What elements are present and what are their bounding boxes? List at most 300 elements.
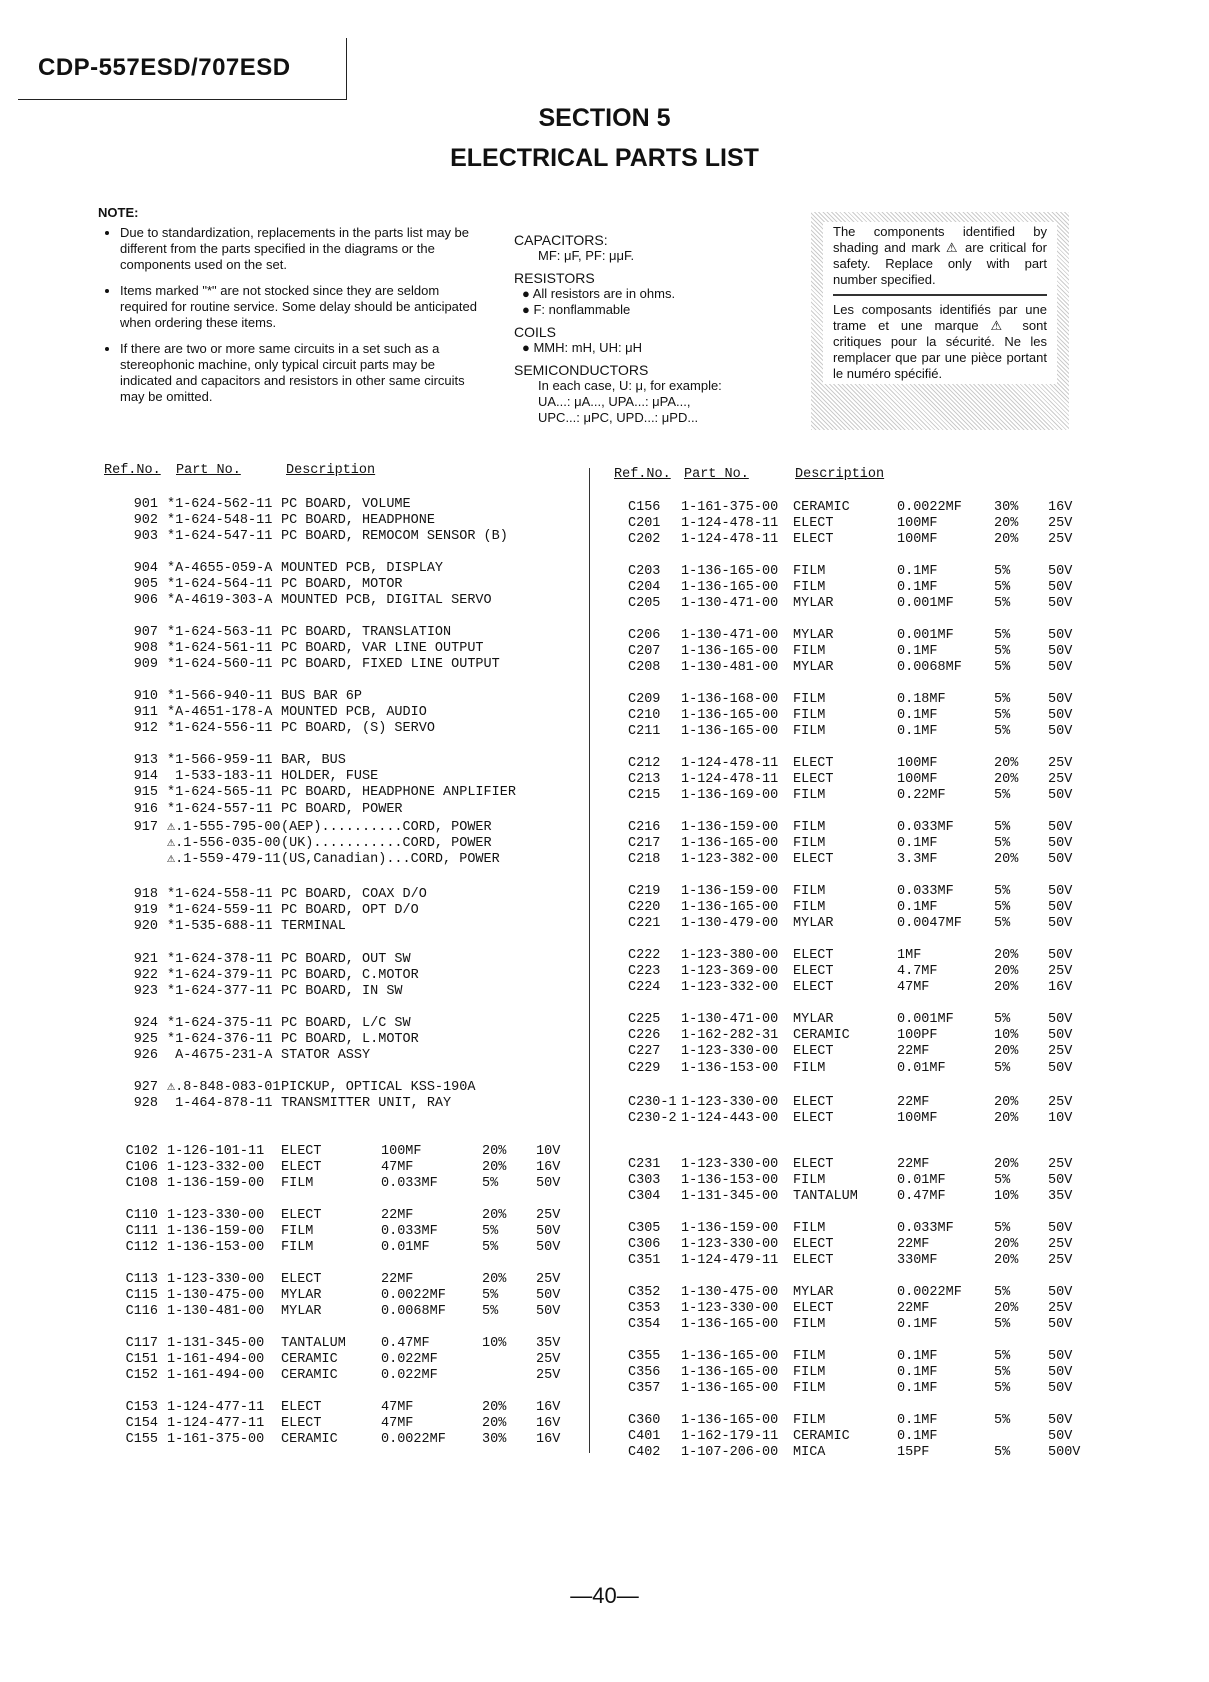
tolerance: 20% bbox=[994, 532, 1019, 548]
description: ELECT bbox=[281, 1208, 322, 1223]
ref-no: C152 bbox=[125, 1368, 158, 1384]
ref-no: C221 bbox=[628, 916, 661, 932]
tolerance: 5% bbox=[482, 1304, 499, 1320]
table-row bbox=[628, 1012, 1098, 1028]
part-no: 1-123-330-00 bbox=[167, 1208, 265, 1223]
table-row bbox=[628, 1253, 1098, 1269]
voltage: 35V bbox=[536, 1336, 561, 1351]
tolerance: 5% bbox=[994, 1060, 1011, 1076]
tolerance: 20% bbox=[482, 1400, 507, 1415]
right-col-part-header: Part No. bbox=[684, 467, 749, 482]
tolerance: 20% bbox=[994, 1044, 1019, 1060]
table-row bbox=[628, 900, 1098, 916]
part-no: *1-624-377-11 bbox=[167, 984, 273, 1000]
table-row bbox=[628, 628, 1098, 644]
description: MYLAR bbox=[793, 916, 834, 932]
ref-no: 913 bbox=[133, 753, 158, 768]
tolerance: 10% bbox=[994, 1189, 1019, 1205]
table-row bbox=[628, 692, 1098, 708]
ref-no: 928 bbox=[133, 1096, 158, 1112]
description: MOUNTED PCB, DIGITAL SERVO bbox=[281, 593, 492, 609]
part-no: 1-124-478-11 bbox=[681, 756, 779, 771]
part-no: ⚠.1-559-479-11 bbox=[167, 852, 281, 868]
table-row bbox=[116, 513, 586, 529]
parts-group bbox=[628, 756, 1098, 805]
voltage: 25V bbox=[1048, 1237, 1073, 1253]
part-no: 1-136-159-00 bbox=[681, 820, 779, 835]
ref-no: C215 bbox=[628, 788, 661, 804]
tolerance: 5% bbox=[994, 580, 1011, 596]
ref-no: 902 bbox=[133, 513, 158, 529]
table-row bbox=[116, 577, 586, 593]
value: 0.1MF bbox=[897, 580, 938, 596]
voltage: 50V bbox=[1048, 1317, 1073, 1333]
tolerance: 20% bbox=[994, 772, 1019, 788]
table-row bbox=[116, 984, 586, 1000]
ref-no: 924 bbox=[133, 1016, 158, 1031]
description: CERAMIC bbox=[793, 1028, 850, 1044]
parts-group bbox=[116, 1272, 586, 1321]
description: MYLAR bbox=[793, 628, 834, 643]
description: FILM bbox=[793, 724, 826, 740]
description: TERMINAL bbox=[281, 919, 346, 935]
table-row bbox=[116, 657, 586, 673]
description: ELECT bbox=[793, 964, 834, 980]
part-no: *1-624-547-11 bbox=[167, 529, 273, 545]
parts-group bbox=[628, 564, 1098, 613]
voltage: 500V bbox=[1048, 1445, 1081, 1461]
ref-no: C154 bbox=[125, 1416, 158, 1432]
part-no: 1-136-153-00 bbox=[681, 1173, 779, 1189]
ref-no: 912 bbox=[133, 721, 158, 737]
voltage: 25V bbox=[1048, 1095, 1073, 1110]
table-row bbox=[628, 596, 1098, 612]
table-row bbox=[628, 660, 1098, 676]
ref-no: C306 bbox=[628, 1237, 661, 1253]
table-row bbox=[116, 689, 586, 705]
tolerance: 20% bbox=[994, 1157, 1019, 1172]
voltage: 50V bbox=[1048, 708, 1073, 724]
parts-group bbox=[116, 1144, 586, 1193]
ref-no: C209 bbox=[628, 692, 661, 707]
voltage: 50V bbox=[1048, 564, 1073, 579]
voltage: 50V bbox=[1048, 836, 1073, 852]
part-no: 1-131-345-00 bbox=[167, 1336, 265, 1351]
voltage: 25V bbox=[1048, 772, 1073, 788]
part-no: 1-161-494-00 bbox=[167, 1368, 265, 1384]
description: MYLAR bbox=[793, 596, 834, 612]
tolerance: 5% bbox=[482, 1240, 499, 1256]
description: CERAMIC bbox=[793, 500, 850, 515]
tolerance: 5% bbox=[994, 644, 1011, 660]
header-rule-vertical bbox=[346, 38, 347, 100]
parts-group bbox=[628, 1221, 1098, 1270]
ref-no: C229 bbox=[628, 1060, 661, 1076]
table-row bbox=[116, 753, 586, 769]
ref-no: C220 bbox=[628, 900, 661, 916]
voltage: 25V bbox=[1048, 516, 1073, 532]
description: BUS BAR 6P bbox=[281, 689, 363, 704]
part-no: 1-136-153-00 bbox=[167, 1240, 265, 1256]
part-no: *1-624-563-11 bbox=[167, 625, 273, 640]
part-no: *1-624-376-11 bbox=[167, 1032, 273, 1048]
part-no: 1-107-206-00 bbox=[681, 1445, 779, 1461]
voltage: 50V bbox=[1048, 1028, 1073, 1044]
description: FILM bbox=[793, 580, 826, 596]
resistors-heading: RESISTORS bbox=[514, 270, 595, 286]
value: 22MF bbox=[897, 1157, 930, 1172]
voltage: 25V bbox=[536, 1352, 561, 1368]
part-no: 1-130-471-00 bbox=[681, 1012, 779, 1027]
table-row bbox=[116, 1048, 586, 1064]
voltage: 50V bbox=[1048, 1365, 1073, 1381]
part-no: ⚠.8-848-083-01 bbox=[167, 1080, 281, 1095]
ref-no: C212 bbox=[628, 756, 661, 771]
model-number: CDP-557ESD/707ESD bbox=[38, 54, 291, 81]
part-no: 1-136-165-00 bbox=[681, 564, 779, 579]
ref-no: C305 bbox=[628, 1221, 661, 1236]
part-no: 1-136-159-00 bbox=[167, 1224, 265, 1240]
ref-no: C352 bbox=[628, 1285, 661, 1300]
part-no: 1-136-153-00 bbox=[681, 1060, 779, 1076]
ref-no: 909 bbox=[133, 657, 158, 673]
value: 0.022MF bbox=[381, 1368, 438, 1384]
voltage: 25V bbox=[536, 1368, 561, 1384]
tolerance: 5% bbox=[994, 1173, 1011, 1189]
part-no: 1-123-369-00 bbox=[681, 964, 779, 980]
tolerance: 20% bbox=[994, 1111, 1019, 1127]
voltage: 25V bbox=[1048, 1044, 1073, 1060]
description: ELECT bbox=[281, 1160, 322, 1176]
description: FILM bbox=[793, 1221, 826, 1236]
description: FILM bbox=[793, 820, 826, 835]
value: 0.01MF bbox=[381, 1240, 430, 1256]
voltage: 50V bbox=[1048, 1381, 1073, 1397]
ref-no: C203 bbox=[628, 564, 661, 579]
description: ELECT bbox=[793, 772, 834, 788]
part-no: *1-535-688-11 bbox=[167, 919, 273, 935]
ref-no: 904 bbox=[133, 561, 158, 576]
ref-no: C357 bbox=[628, 1381, 661, 1397]
table-row bbox=[116, 1352, 586, 1368]
table-row bbox=[116, 1288, 586, 1304]
description: PC BOARD, TRANSLATION bbox=[281, 625, 452, 640]
tolerance: 5% bbox=[994, 1285, 1011, 1300]
tolerance: 20% bbox=[994, 1237, 1019, 1253]
part-no: 1-131-345-00 bbox=[681, 1189, 779, 1205]
table-row bbox=[116, 593, 586, 609]
table-row bbox=[116, 952, 586, 968]
description: MYLAR bbox=[793, 1285, 834, 1300]
part-no: 1-123-330-00 bbox=[681, 1044, 779, 1060]
table-row bbox=[628, 1157, 1098, 1173]
part-no: 1-130-471-00 bbox=[681, 628, 779, 643]
table-row bbox=[116, 1208, 586, 1224]
part-no: 1-136-165-00 bbox=[681, 1381, 779, 1397]
voltage: 50V bbox=[536, 1304, 561, 1320]
ref-no: 908 bbox=[133, 641, 158, 657]
part-no: *1-624-565-11 bbox=[167, 785, 273, 801]
ref-no: C304 bbox=[628, 1189, 661, 1205]
table-row bbox=[628, 1028, 1098, 1044]
part-no: 1-136-165-00 bbox=[681, 580, 779, 596]
ref-no: 926 bbox=[133, 1048, 158, 1064]
ref-no: C116 bbox=[125, 1304, 158, 1320]
voltage: 16V bbox=[1048, 980, 1073, 996]
table-row bbox=[628, 1173, 1098, 1189]
part-no: 1-124-477-11 bbox=[167, 1416, 265, 1432]
table-row bbox=[116, 887, 586, 903]
table-row bbox=[628, 852, 1098, 868]
ref-no: C110 bbox=[125, 1208, 158, 1223]
part-no: 1-126-101-11 bbox=[167, 1144, 265, 1159]
ref-no: C112 bbox=[125, 1240, 158, 1256]
voltage: 50V bbox=[1048, 724, 1073, 740]
parts-group bbox=[628, 948, 1098, 997]
ref-no: C217 bbox=[628, 836, 661, 852]
ref-no: C222 bbox=[628, 948, 661, 963]
table-row bbox=[628, 788, 1098, 804]
note-heading: NOTE: bbox=[98, 205, 139, 220]
ref-no: C205 bbox=[628, 596, 661, 612]
voltage: 16V bbox=[1048, 500, 1073, 515]
tolerance: 20% bbox=[994, 964, 1019, 980]
value: 0.0022MF bbox=[897, 500, 962, 515]
value: 0.1MF bbox=[897, 1413, 938, 1428]
ref-no: C218 bbox=[628, 852, 661, 868]
ref-no: 915 bbox=[133, 785, 158, 801]
voltage: 50V bbox=[1048, 884, 1073, 899]
description: FILM bbox=[793, 900, 826, 916]
value: 0.001MF bbox=[897, 596, 954, 612]
parts-group bbox=[628, 820, 1098, 869]
value: 22MF bbox=[897, 1301, 930, 1317]
voltage: 50V bbox=[1048, 916, 1073, 932]
parts-group bbox=[116, 625, 586, 674]
voltage: 50V bbox=[1048, 692, 1073, 707]
table-row bbox=[628, 644, 1098, 660]
ref-no: C226 bbox=[628, 1028, 661, 1044]
parts-group bbox=[116, 1208, 586, 1257]
part-no: *1-624-562-11 bbox=[167, 497, 273, 512]
value: 47MF bbox=[381, 1416, 414, 1432]
part-no: 1-136-169-00 bbox=[681, 788, 779, 804]
tolerance: 5% bbox=[482, 1288, 499, 1304]
description: FILM bbox=[793, 1173, 826, 1189]
tolerance: 20% bbox=[482, 1272, 507, 1287]
value: 0.033MF bbox=[897, 1221, 954, 1236]
description: ELECT bbox=[793, 1044, 834, 1060]
parts-group bbox=[116, 1336, 586, 1385]
parts-group bbox=[628, 1413, 1098, 1462]
description: ELECT bbox=[793, 1157, 834, 1172]
table-row bbox=[628, 532, 1098, 548]
parts-group bbox=[116, 497, 586, 546]
section-number: SECTION 5 bbox=[538, 104, 671, 132]
tolerance: 5% bbox=[994, 788, 1011, 804]
part-no: *1-624-379-11 bbox=[167, 968, 273, 984]
voltage: 16V bbox=[536, 1160, 561, 1176]
ref-no: C108 bbox=[125, 1176, 158, 1192]
table-row bbox=[116, 497, 586, 513]
voltage: 25V bbox=[1048, 1157, 1073, 1172]
value: 4.7MF bbox=[897, 964, 938, 980]
part-no: 1-162-282-31 bbox=[681, 1028, 779, 1044]
value: 100MF bbox=[897, 1111, 938, 1127]
ref-no: 903 bbox=[133, 529, 158, 545]
tolerance: 5% bbox=[994, 596, 1011, 612]
part-no: 1-136-165-00 bbox=[681, 644, 779, 660]
value: 0.1MF bbox=[897, 644, 938, 660]
description: ELECT bbox=[793, 948, 834, 963]
ref-no: 925 bbox=[133, 1032, 158, 1048]
ref-no: C207 bbox=[628, 644, 661, 660]
ref-no: C303 bbox=[628, 1173, 661, 1189]
parts-group bbox=[628, 1349, 1098, 1398]
ref-no: 905 bbox=[133, 577, 158, 593]
parts-group bbox=[628, 1285, 1098, 1334]
part-no: 1-124-479-11 bbox=[681, 1253, 779, 1269]
description: (UK)...........CORD, POWER bbox=[281, 836, 492, 852]
tolerance: 20% bbox=[482, 1416, 507, 1432]
left-col-desc-header: Description bbox=[286, 463, 376, 478]
table-row bbox=[628, 1111, 1098, 1127]
ref-no: C224 bbox=[628, 980, 661, 996]
parts-group bbox=[116, 1080, 586, 1112]
part-no: *1-624-559-11 bbox=[167, 903, 273, 919]
tolerance: 5% bbox=[994, 1413, 1011, 1428]
parts-group bbox=[116, 561, 586, 610]
parts-group bbox=[116, 952, 586, 1001]
ref-no: C231 bbox=[628, 1157, 661, 1172]
description: PC BOARD, OPT D/O bbox=[281, 903, 419, 919]
value: 0.0022MF bbox=[897, 1285, 962, 1300]
value: 100MF bbox=[381, 1144, 422, 1159]
part-no: 1-162-179-11 bbox=[681, 1429, 779, 1445]
unit-legend bbox=[514, 226, 784, 426]
value: 22MF bbox=[897, 1237, 930, 1253]
ref-no: 914 bbox=[133, 769, 158, 785]
value: 100MF bbox=[897, 516, 938, 532]
value: 0.47MF bbox=[897, 1189, 946, 1205]
description: ELECT bbox=[793, 516, 834, 532]
ref-no: C230-1 bbox=[628, 1095, 677, 1110]
tolerance: 20% bbox=[994, 756, 1019, 771]
voltage: 16V bbox=[536, 1416, 561, 1432]
description: MYLAR bbox=[793, 660, 834, 676]
ref-no: C206 bbox=[628, 628, 661, 643]
description: TRANSMITTER UNIT, RAY bbox=[281, 1096, 452, 1112]
description: CERAMIC bbox=[281, 1432, 338, 1448]
tolerance: 5% bbox=[994, 1381, 1011, 1397]
value: 0.022MF bbox=[381, 1352, 438, 1368]
table-row bbox=[116, 1176, 586, 1192]
semiconductors-note: In each case, U: μ, for example: bbox=[538, 378, 722, 393]
tolerance: 5% bbox=[994, 564, 1011, 579]
description: TANTALUM bbox=[793, 1189, 858, 1205]
description: FILM bbox=[793, 788, 826, 804]
value: 0.0022MF bbox=[381, 1288, 446, 1304]
semiconductors-note: UPC...: μPC, UPD...: μPD... bbox=[538, 410, 699, 425]
section-title: ELECTRICAL PARTS LIST bbox=[450, 144, 759, 172]
description: PC BOARD, (S) SERVO bbox=[281, 721, 435, 737]
tolerance: 30% bbox=[482, 1432, 507, 1448]
voltage: 25V bbox=[1048, 756, 1073, 771]
value: 0.0047MF bbox=[897, 916, 962, 932]
voltage: 50V bbox=[1048, 1221, 1073, 1236]
coils-heading: COILS bbox=[514, 324, 557, 340]
voltage: 50V bbox=[1048, 948, 1073, 963]
ref-no: 923 bbox=[133, 984, 158, 1000]
tolerance: 5% bbox=[994, 836, 1011, 852]
table-row bbox=[628, 1429, 1098, 1445]
description: FILM bbox=[793, 1317, 826, 1333]
part-no: 1-130-481-00 bbox=[167, 1304, 265, 1320]
voltage: 50V bbox=[1048, 1173, 1073, 1189]
table-row bbox=[116, 1400, 586, 1416]
tolerance: 10% bbox=[482, 1336, 507, 1351]
part-no: 1-130-481-00 bbox=[681, 660, 779, 676]
part-no: 1-124-478-11 bbox=[681, 516, 779, 532]
description: FILM bbox=[793, 884, 826, 899]
ref-no: C151 bbox=[125, 1352, 158, 1368]
description: TANTALUM bbox=[281, 1336, 346, 1351]
part-no: 1-136-159-00 bbox=[681, 884, 779, 899]
ref-no: C402 bbox=[628, 1445, 661, 1461]
part-no: 1-123-330-00 bbox=[681, 1301, 779, 1317]
tolerance: 5% bbox=[994, 916, 1011, 932]
tolerance: 5% bbox=[994, 692, 1011, 707]
description: (US,Canadian)...CORD, POWER bbox=[281, 852, 500, 868]
table-row bbox=[116, 641, 586, 657]
voltage: 25V bbox=[536, 1272, 561, 1287]
description: STATOR ASSY bbox=[281, 1048, 371, 1064]
tolerance: 5% bbox=[994, 820, 1011, 835]
value: 0.033MF bbox=[897, 884, 954, 899]
value: 0.1MF bbox=[897, 1349, 938, 1364]
table-row bbox=[628, 564, 1098, 580]
page-number: —40— bbox=[570, 1583, 639, 1608]
ref-no: C213 bbox=[628, 772, 661, 788]
description: FILM bbox=[793, 644, 826, 660]
column-divider bbox=[589, 468, 590, 1453]
tolerance: 20% bbox=[994, 852, 1019, 868]
part-no: 1-123-332-00 bbox=[167, 1160, 265, 1176]
left-col-part-header: Part No. bbox=[176, 463, 241, 478]
part-no: ⚠.1-555-795-00 bbox=[167, 820, 281, 835]
parts-group bbox=[116, 689, 586, 738]
part-no: 1-123-380-00 bbox=[681, 948, 779, 963]
value: 3.3MF bbox=[897, 852, 938, 868]
description: PC BOARD, VOLUME bbox=[281, 497, 411, 512]
voltage: 50V bbox=[1048, 1349, 1073, 1364]
safety-note-french: Les composants identifiés par une trame et une marque ⚠ sont critiques pour la sécurité. Ne les remplacer que par une pièce portant le numéro spécifié. bbox=[833, 302, 1047, 381]
table-row bbox=[628, 1317, 1098, 1333]
parts-group bbox=[116, 1400, 586, 1449]
table-row bbox=[628, 516, 1098, 532]
tolerance: 5% bbox=[994, 1012, 1011, 1027]
value: 0.1MF bbox=[897, 708, 938, 724]
parts-group bbox=[116, 1016, 586, 1065]
description: PC BOARD, HEADPHONE ANPLIFIER bbox=[281, 785, 516, 801]
table-row bbox=[116, 625, 586, 641]
table-row bbox=[116, 1160, 586, 1176]
ref-no: C351 bbox=[628, 1253, 661, 1269]
tolerance: 20% bbox=[994, 948, 1019, 963]
note-item: • Items marked "*" are not stocked since they are seldom required for routine service. Some delay should be anticipated when ordering these items. bbox=[120, 283, 478, 331]
value: 0.1MF bbox=[897, 900, 938, 916]
table-row bbox=[628, 1237, 1098, 1253]
